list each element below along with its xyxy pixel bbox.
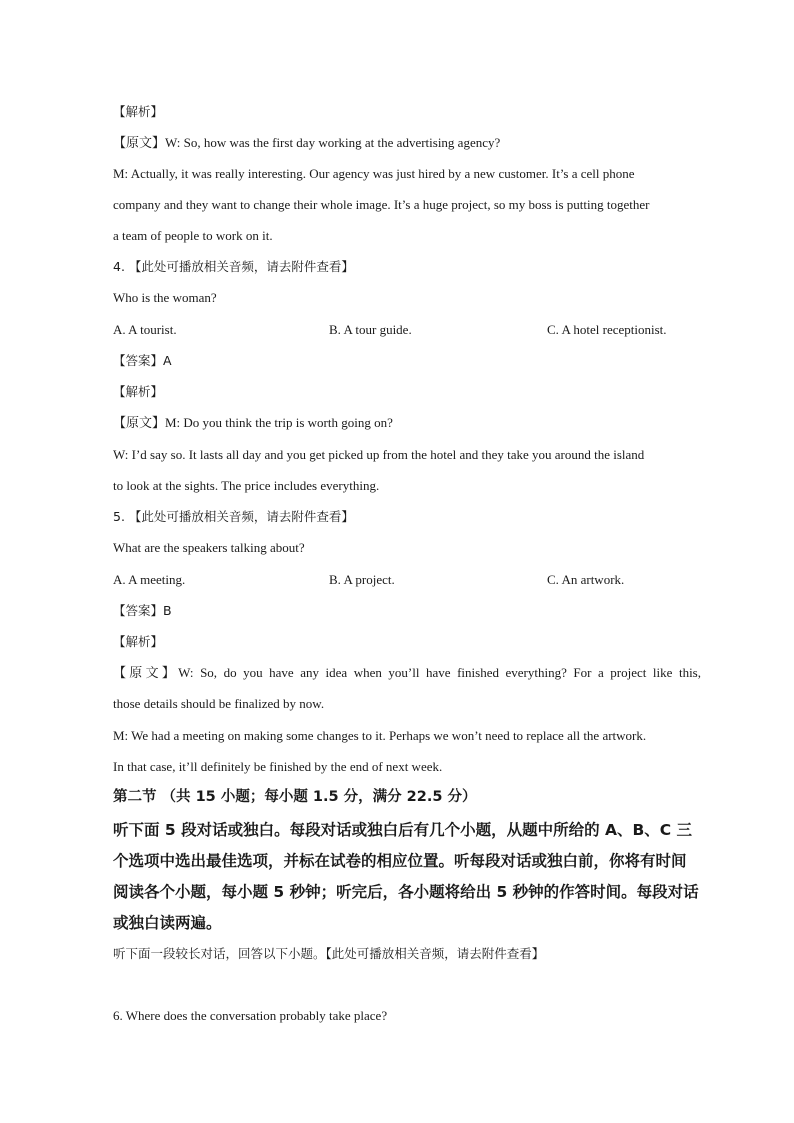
transcript-line: W: I’d say so. It lasts all day and you get picked up from the hotel and they take you around the island (113, 447, 645, 462)
transcript-line: 【原文】M: Do you think the trip is worth going on? (113, 415, 393, 430)
transcript-line: to look at the sights. The price includes everything. (113, 478, 380, 493)
analysis-label: 【解析】 (113, 104, 164, 119)
option-a: A. A meeting. (113, 572, 186, 587)
transcript-line: 【原文】W: So, how was the first day working at the advertising agency? (113, 135, 501, 150)
option-b: B. A project. (329, 572, 395, 587)
option-a: A. A tourist. (113, 322, 177, 337)
question-text: 6. Where does the conversation probably take place? (113, 1008, 388, 1023)
transcript-line: M: We had a meeting on making some changes to it. Perhaps we won’t need to replace all the artwork. (113, 728, 647, 743)
instruction-line: 阅读各个小题，每小题 5 秒钟；听完后，各小题将给出 5 秒钟的作答时间。每段对话 (113, 883, 699, 901)
answer-label: 【答案】A (113, 353, 172, 368)
instruction-line: 或独白读两遍。 (113, 914, 222, 932)
transcript-line (113, 664, 701, 682)
instruction-line: 个选项中选出最佳选项，并标在试卷的相应位置。听每段对话或独白前，你将有时间 (113, 852, 687, 870)
transcript-line: In that case, it’ll definitely be finished by the end of next week. (113, 759, 443, 774)
question-text: What are the speakers talking about? (113, 540, 305, 555)
transcript-line: company and they want to change their whole image. It’s a huge project, so my boss is putting together (113, 197, 650, 212)
question-text: Who is the woman? (113, 290, 217, 305)
answer-label: 【答案】B (113, 603, 172, 618)
audio-instruction[interactable]: 听下面一段较长对话，回答以下小题。【此处可播放相关音频，请去附件查看】 (113, 946, 545, 961)
transcript-text: 【原文】W: So, do you have any idea when you’ll have finished everything? For a project like this, (113, 665, 701, 680)
question-audio-link[interactable]: 5. 【此处可播放相关音频，请去附件查看】 (113, 509, 354, 524)
option-c: C. An artwork. (547, 572, 625, 587)
analysis-label: 【解析】 (113, 634, 164, 649)
transcript-line: M: Actually, it was really interesting. Our agency was just hired by a new customer. It’s a cell phone (113, 166, 635, 181)
transcript-line: a team of people to work on it. (113, 228, 273, 243)
question-audio-link[interactable]: 4. 【此处可播放相关音频，请去附件查看】 (113, 259, 354, 274)
instruction-line: 听下面 5 段对话或独白。每段对话或独白后有几个小题，从题中所给的 A、B、C 三 (113, 821, 693, 839)
section-heading: 第二节 （共 15 小题；每小题 1.5 分，满分 22.5 分） (113, 789, 477, 805)
analysis-label: 【解析】 (113, 384, 164, 399)
option-b: B. A tour guide. (329, 322, 412, 337)
option-c: C. A hotel receptionist. (547, 322, 667, 337)
transcript-line: those details should be finalized by now. (113, 696, 325, 711)
